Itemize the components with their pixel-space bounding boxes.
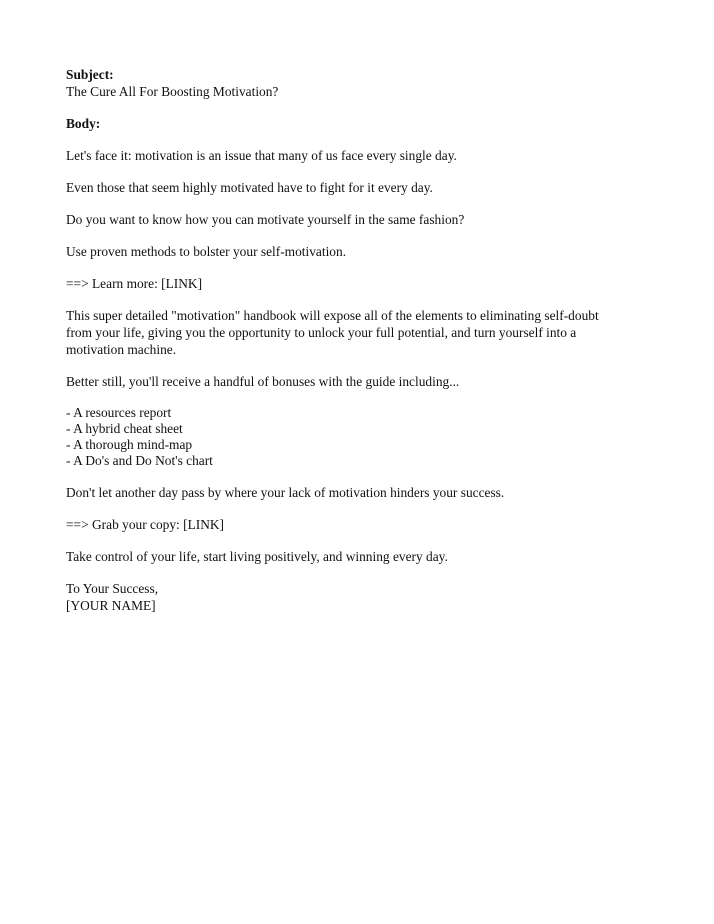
bonus-list: [66, 405, 666, 469]
signoff: To Your Success,: [66, 581, 159, 596]
paragraph-5: [66, 307, 666, 358]
learn-more-link-line: ==> Learn more: [LINK]: [66, 276, 203, 291]
list-item: - A resources report: [66, 405, 172, 420]
paragraph-2: Even those that seem highly motivated have to fight for it every day.: [66, 180, 433, 195]
subject-text: The Cure All For Boosting Motivation?: [66, 84, 279, 99]
paragraph-4: Use proven methods to bolster your self-motivation.: [66, 244, 347, 259]
email-document: [66, 66, 666, 614]
paragraph-5-line-3: motivation machine.: [66, 342, 177, 357]
list-item: - A thorough mind-map: [66, 437, 193, 452]
grab-copy-link-line: ==> Grab your copy: [LINK]: [66, 517, 225, 532]
paragraph-7: Don't let another day pass by where your lack of motivation hinders your success.: [66, 485, 505, 500]
paragraph-5-line-1: This super detailed "motivation" handbook will expose all of the elements to eliminating self-doubt: [66, 308, 599, 323]
list-item: - A hybrid cheat sheet: [66, 421, 183, 436]
paragraph-6: Better still, you'll receive a handful of bonuses with the guide including...: [66, 374, 460, 389]
paragraph-1: Let's face it: motivation is an issue that many of us face every single day.: [66, 148, 457, 163]
paragraph-5-line-2: from your life, giving you the opportunity to unlock your full potential, and turn yourself into a: [66, 325, 577, 340]
paragraph-8: Take control of your life, start living positively, and winning every day.: [66, 549, 448, 564]
paragraph-3: Do you want to know how you can motivate yourself in the same fashion?: [66, 212, 465, 227]
sender-name: [YOUR NAME]: [66, 598, 156, 613]
list-item: - A Do's and Do Not's chart: [66, 453, 213, 468]
subject-heading: Subject:: [66, 67, 114, 82]
body-heading: Body:: [66, 116, 101, 131]
